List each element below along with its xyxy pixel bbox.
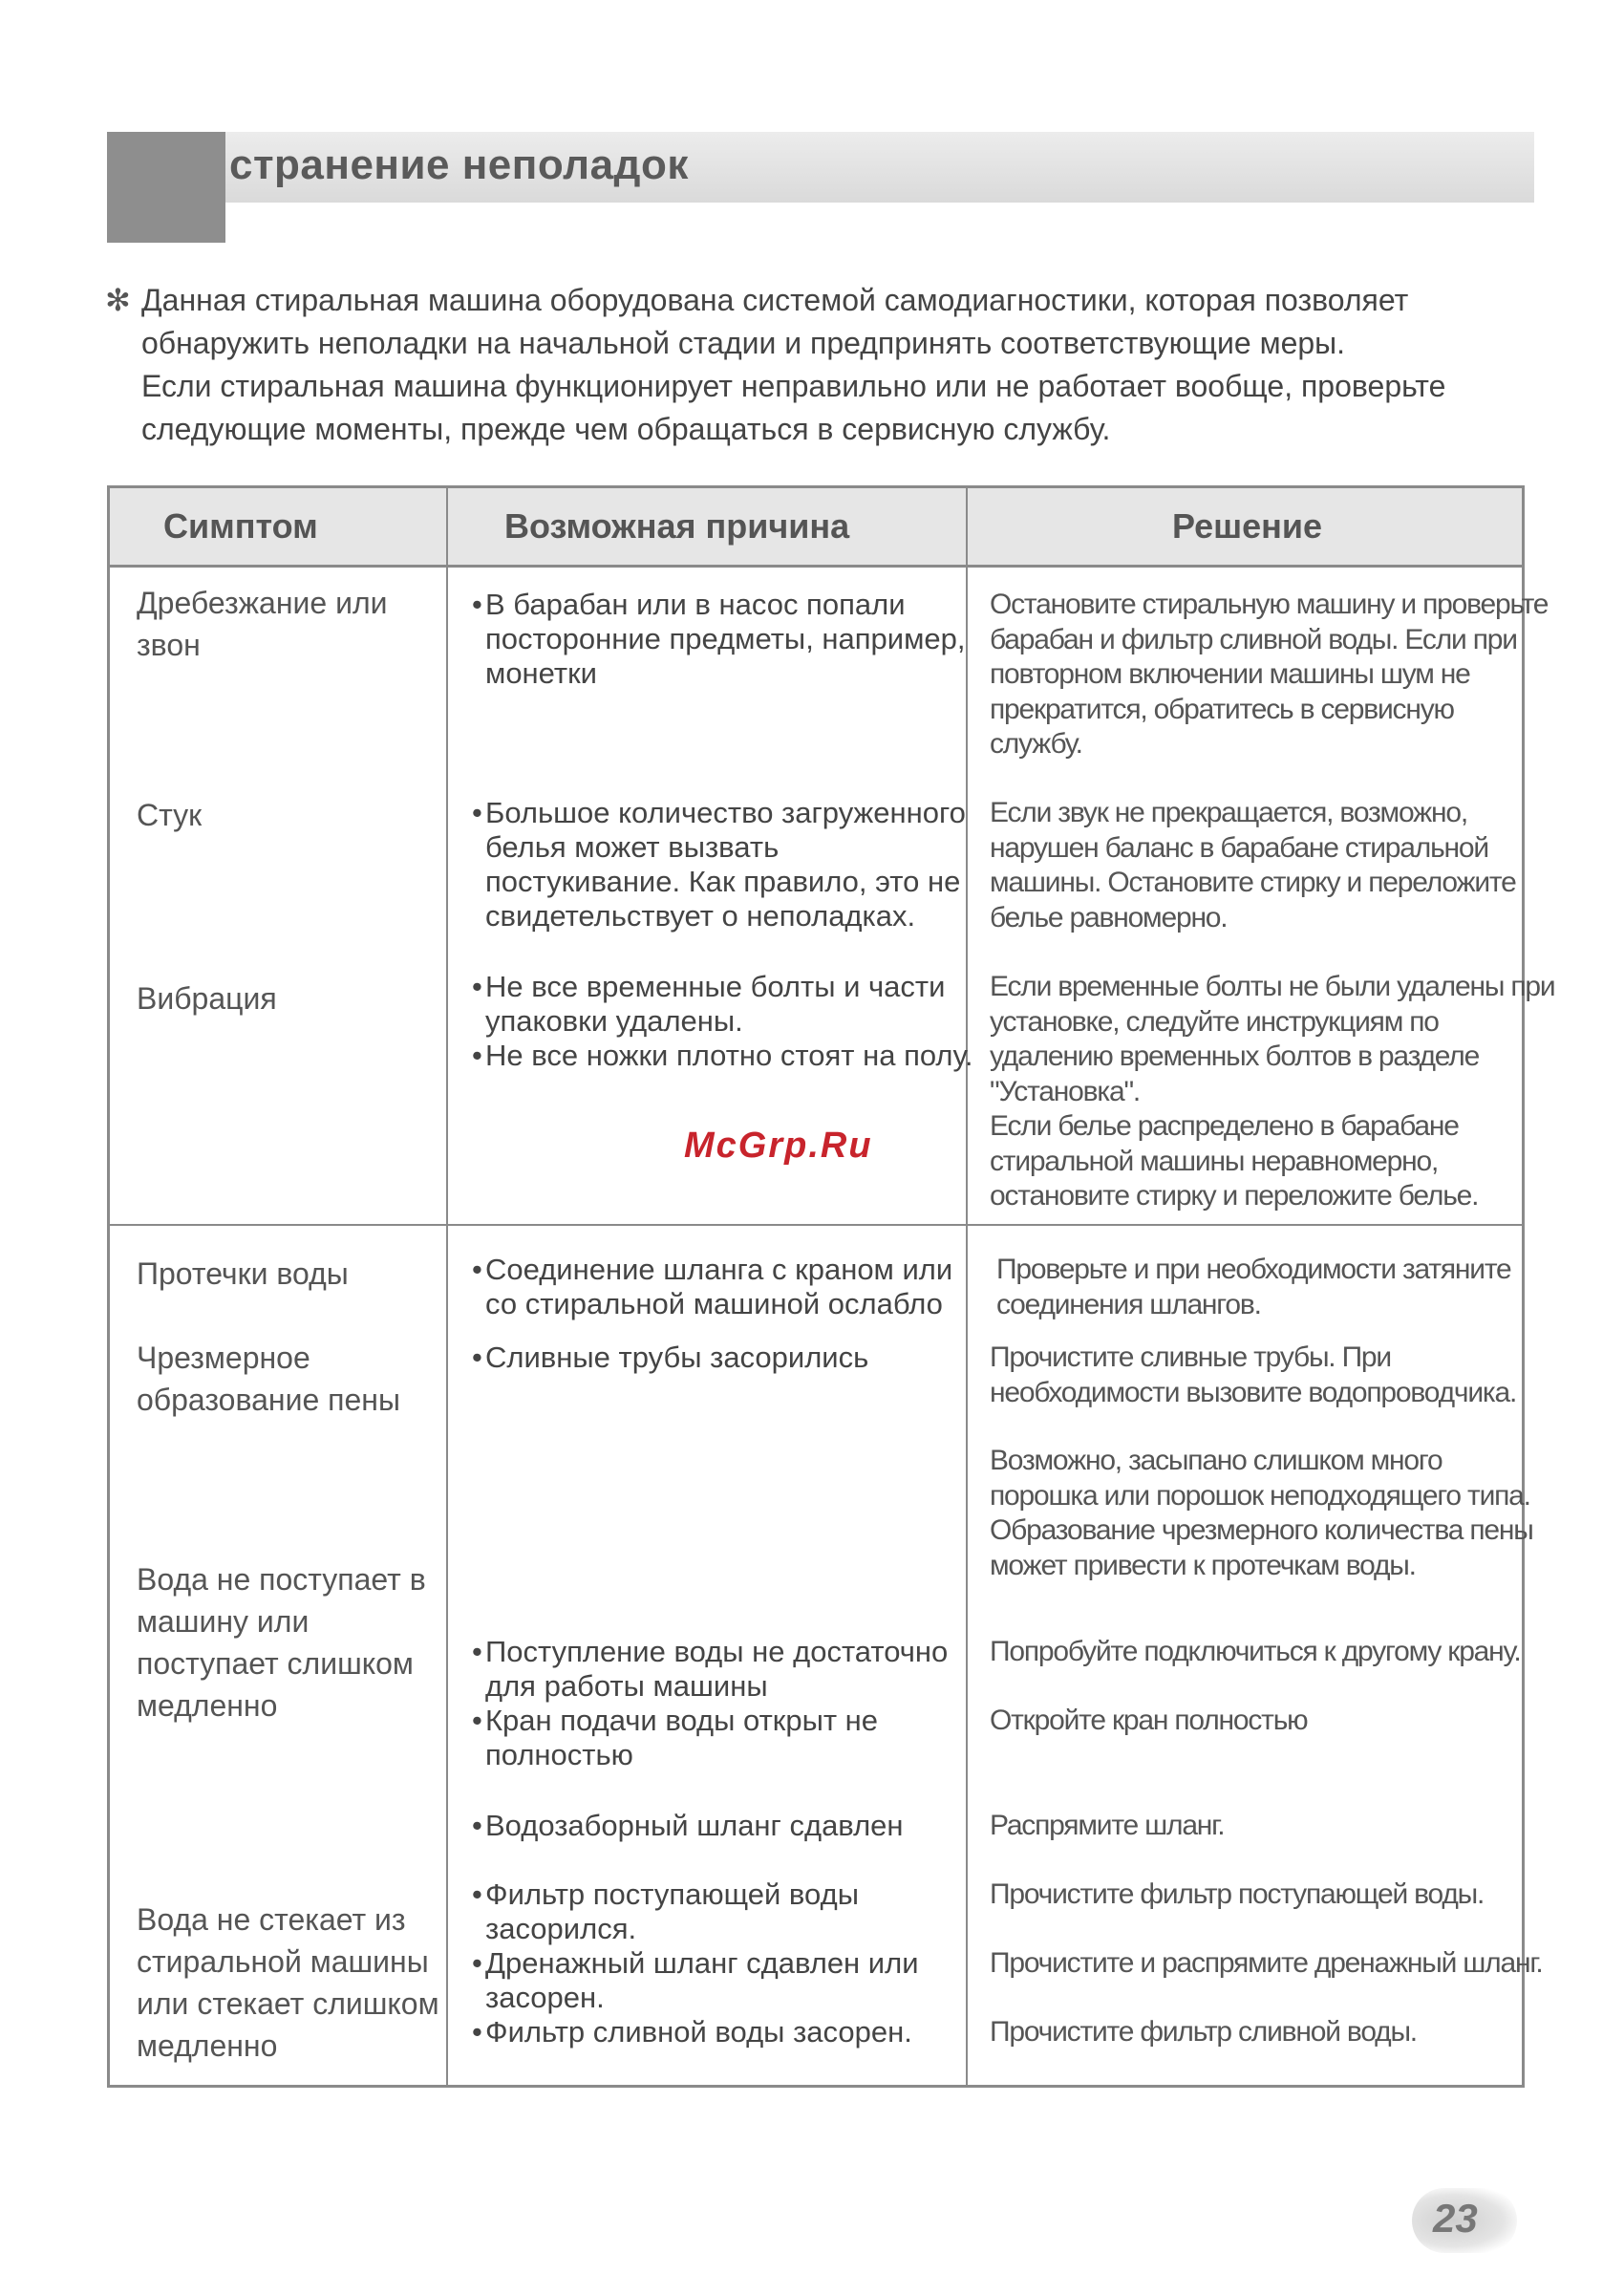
cause-cell: • Не все временные болты и части упаковки удалены. — [472, 970, 946, 1038]
symptom-cell: Вибрация — [137, 981, 277, 1016]
solution-cell: Если временные болты не были удалены при установке, следуйте инструкциям по удалению временных болтов в разделе "Установка". Если белье распределено в барабане стиральной машины неравномерно, остановите стирку и переложите белье. — [990, 971, 1555, 1212]
cause-cell: • Поступление воды не достаточно для работы машины — [472, 1635, 949, 1703]
bullet: • — [472, 1704, 482, 1737]
intro-line: Данная стиральная машина оборудована системой самодиагностики, которая позволяет — [141, 283, 1409, 317]
bullet: • — [472, 2015, 482, 2049]
bullet: • — [472, 1809, 482, 1842]
header-cause: Возможная причина — [504, 506, 850, 546]
cause-cell: • Дренажный шланг сдавлен или засорен. — [472, 1946, 919, 2014]
header-solution: Решение — [1172, 506, 1323, 546]
solution-cell: Прочистите фильтр сливной воды. — [990, 2016, 1417, 2048]
page-number: 23 — [1433, 2196, 1478, 2241]
intro-text — [105, 279, 1528, 451]
cause-cell: • Фильтр сливной воды засорен. — [472, 2015, 912, 2049]
solution-cell: Проверьте и при необходимости затяните соединения шлангов. — [996, 1254, 1511, 1320]
page-title: странение неполадок — [229, 141, 689, 188]
symptom-cell: Вода не стекает из стиральной машины или стекает слишком медленно — [137, 1902, 439, 2063]
solution-cell: Распрямите шланг. — [990, 1810, 1225, 1841]
column-divider — [446, 488, 448, 2085]
bullet: • — [472, 588, 482, 621]
header-block — [107, 132, 225, 243]
symptom-cell: Протечки воды — [137, 1256, 349, 1291]
cause-cell: • Соединение шланга с краном или со стиральной машиной ослабло — [472, 1253, 953, 1320]
intro-line: обнаружить неполадки на начальной стадии и предпринять соответствующие меры. — [141, 326, 1346, 360]
cause-cell: • Кран подачи воды открыт не полностью — [472, 1704, 879, 1771]
group-divider — [110, 1224, 1522, 1226]
solution-cell: Если звук не прекращается, возможно, нарушен баланс в барабане стиральной машины. Остановите стирку и переложите белье равномерно. — [990, 797, 1516, 933]
cause-cell: • Водозаборный шланг сдавлен — [472, 1809, 904, 1842]
bullet: • — [472, 1341, 482, 1374]
bullet: • — [472, 1253, 482, 1286]
bullet: • — [472, 796, 482, 829]
solution-cell: Остановите стиральную машину и проверьте барабан и фильтр сливной воды. Если при повторном включении машины шум не прекратится, обратитесь в сервисную службу. — [990, 589, 1549, 760]
bullet: • — [472, 970, 482, 1003]
bullet: • — [472, 1635, 482, 1668]
solution-cell: Прочистите и распрямите дренажный шланг. — [990, 1947, 1543, 1979]
solution-cell: Попробуйте подключиться к другому крану. — [990, 1636, 1521, 1667]
page-number-badge — [1412, 2188, 1517, 2253]
asterisk-icon: ✻ — [105, 283, 131, 317]
troubleshooting-table — [107, 485, 1555, 2088]
intro-line: следующие моменты, прежде чем обращаться в сервисную службу. — [141, 412, 1111, 446]
header-symptom: Симптом — [163, 506, 318, 546]
solution-cell: Прочистите сливные трубы. При необходимости вызовите водопроводчика. — [990, 1341, 1517, 1408]
solution-cell: Прочистите фильтр поступающей воды. — [990, 1878, 1485, 1910]
solution-cell: Откройте кран полностью — [990, 1705, 1308, 1736]
cause-cell: • Большое количество загруженного белья может вызвать постукивание. Как правило, это не свидетельствует о неполадках. — [472, 796, 966, 933]
symptom-cell: Чрезмерное образование пены — [137, 1341, 400, 1417]
bullet: • — [472, 1946, 482, 1980]
symptom-cell: Стук — [137, 798, 203, 832]
symptom-cell: Вода не поступает в машину или поступает слишком медленно — [137, 1562, 426, 1723]
bullet: • — [472, 1877, 482, 1911]
cause-cell: • В барабан или в насос попали посторонние предметы, например, монетки — [472, 588, 966, 690]
table-header — [110, 488, 1522, 568]
symptom-cell: Дребезжание или звон — [137, 586, 388, 662]
cause-cell: • Сливные трубы засорились — [472, 1341, 869, 1374]
column-divider — [966, 488, 968, 2085]
cause-cell: • Фильтр поступающей воды засорился. — [472, 1877, 859, 1945]
solution-cell: Возможно, засыпано слишком много порошка или порошок неподходящего типа. Образование чрезмерного количества пены может привести к протечкам воды. — [990, 1445, 1533, 1581]
watermark: McGrp.Ru — [684, 1126, 873, 1166]
intro-line: Если стиральная машина функционирует неправильно или не работает вообще, проверьте — [141, 369, 1446, 403]
bullet: • — [472, 1039, 482, 1072]
cause-cell: • Не все ножки плотно стоят на полу. — [472, 1039, 973, 1072]
